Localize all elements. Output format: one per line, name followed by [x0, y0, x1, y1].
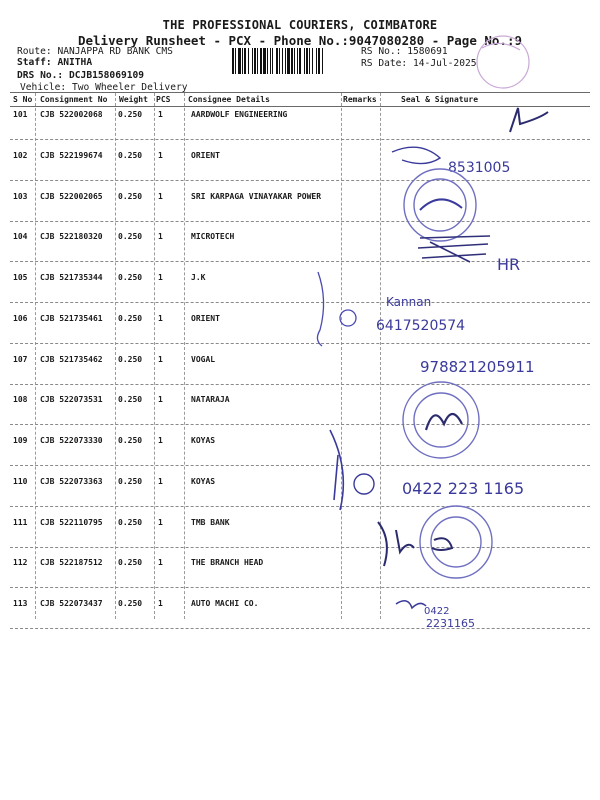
signature-row-102	[392, 147, 440, 163]
row-weight: 0.250	[118, 110, 143, 119]
row-pcs: 1	[158, 232, 163, 242]
bracket-mark-row-109	[330, 430, 343, 510]
row-consignee: NATARAJA	[191, 395, 230, 405]
row-consignment-no: CJB 522110795	[40, 517, 103, 527]
row-consignment-no: CJB 521735462	[40, 354, 103, 364]
row-consignee: ORIENT	[191, 150, 220, 160]
drs-label: DRS No.:	[17, 70, 64, 81]
row-pcs: 1	[158, 558, 163, 568]
route-label: Route:	[17, 46, 52, 57]
row-sno: 109	[13, 436, 28, 445]
row-sno: 111	[13, 517, 28, 527]
row-sno: 102	[13, 150, 28, 160]
row-consignee: ORIENT	[191, 313, 220, 323]
signature-row-101	[510, 108, 548, 132]
handwritten-phone-row-113-line2: 2231165	[426, 617, 475, 630]
handwritten-phone-row-107: 978821205911	[420, 358, 535, 376]
row-consignee: MICROTECH	[191, 232, 235, 242]
row-consignment-no: CJB 522073363	[40, 476, 103, 486]
handwritten-phone-row-106: 6417520574	[376, 318, 466, 334]
row-consignment-no: CJB 522187512	[40, 558, 103, 568]
runsheet-subtitle: Delivery Runsheet - PCX - Phone No.:9047080280 - Page No.:9	[77, 33, 522, 48]
row-consignment-no: CJB 521735461	[40, 313, 103, 323]
faded-stamp-top	[477, 36, 529, 88]
row-weight: 0.250	[118, 191, 143, 201]
row-consignment-no: CJB 522180320	[40, 232, 103, 242]
row-consignee: AUTO MACHI CO.	[191, 599, 259, 608]
row-consignment-no: CJB 522073330	[40, 436, 103, 445]
handwritten-phone-row-102: 8531005	[448, 160, 511, 176]
row-sno: 103	[13, 191, 28, 201]
row-consignee: KOYAS	[191, 436, 216, 445]
row-consignment-no: CJB 522073437	[40, 599, 103, 608]
signature-row-111	[378, 522, 452, 566]
staff-label: Staff:	[17, 57, 52, 68]
drs-value: DCJB158069109	[69, 70, 145, 81]
row-weight: 0.250	[118, 558, 143, 568]
row-pcs: 1	[158, 150, 163, 160]
row-pcs: 1	[158, 191, 163, 201]
col-header-consignee: Consignee Details	[188, 95, 270, 104]
row-weight: 0.250	[118, 395, 143, 405]
col-header-remarks: Remarks	[343, 95, 377, 104]
row-weight: 0.250	[118, 354, 143, 364]
row-sno: 101	[13, 110, 28, 119]
vehicle-label: Vehicle:	[20, 82, 67, 93]
col-header-pcs: PCS	[156, 95, 171, 104]
row-consignee: KOYAS	[191, 476, 216, 486]
row-consignment-no: CJB 522199674	[40, 150, 103, 160]
row-pcs: 1	[158, 110, 163, 119]
company-stamp-row-111	[420, 506, 492, 578]
vehicle-value: Two Wheeler Delivery	[72, 82, 188, 93]
rs-date-label: RS Date:	[361, 58, 408, 69]
row-consignee: SRI KARPAGA VINAYAKAR POWER	[191, 191, 322, 201]
bracket-mark-row-105	[317, 272, 323, 346]
row-weight: 0.250	[118, 273, 143, 282]
row-consignee: VOGAL	[191, 354, 216, 364]
row-consignment-no: CJB 522002065	[40, 191, 103, 201]
row-pcs: 1	[158, 313, 163, 323]
row-sno: 110	[13, 476, 28, 486]
row-pcs: 1	[158, 599, 163, 608]
handwritten-phone-row-113-line1: 0422	[424, 606, 450, 617]
staff-value: ANITHA	[57, 57, 93, 68]
row-consignment-no: CJB 522002068	[40, 110, 103, 119]
signature-row-113	[396, 601, 426, 608]
company-stamp-row-108	[403, 382, 479, 458]
col-header-consignment: Consignment No	[40, 95, 108, 104]
row-sno: 107	[13, 354, 28, 364]
row-weight: 0.250	[118, 232, 143, 242]
handwritten-phone-row-110: 0422 223 1165	[402, 479, 525, 498]
row-consignee: TMB BANK	[191, 517, 230, 527]
row-sno: 105	[13, 273, 28, 282]
row-weight: 0.250	[118, 476, 143, 486]
row-sno: 113	[13, 599, 28, 608]
col-header-seal-signature: Seal & Signature	[401, 95, 479, 104]
row-pcs: 1	[158, 395, 163, 405]
row-consignee: AARDWOLF ENGINEERING	[191, 110, 288, 119]
row-weight: 0.250	[118, 599, 143, 608]
route-value: NANJAPPA RD BANK CMS	[57, 46, 173, 57]
row-consignment-no: CJB 521735344	[40, 273, 103, 282]
company-title: THE PROFESSIONAL COURIERS, COIMBATORE	[162, 18, 438, 32]
circle-mark-row-106	[340, 310, 356, 326]
row-pcs: 1	[158, 436, 163, 445]
rs-no-label: RS No.:	[361, 46, 402, 57]
col-header-weight: Weight	[119, 95, 148, 104]
row-pcs: 1	[158, 273, 163, 282]
rs-date-value: 14-Jul-2025	[413, 58, 477, 69]
row-weight: 0.250	[118, 150, 143, 160]
row-pcs: 1	[158, 476, 163, 486]
row-pcs: 1	[158, 517, 163, 527]
row-weight: 0.250	[118, 517, 143, 527]
row-weight: 0.250	[118, 436, 143, 445]
handwritten-note-row-104: HR	[497, 255, 521, 274]
col-header-sno: S No	[13, 95, 33, 104]
row-consignment-no: CJB 522073531	[40, 395, 103, 405]
row-sno: 112	[13, 558, 28, 568]
row-sno: 106	[13, 313, 28, 323]
row-pcs: 1	[158, 354, 163, 364]
company-stamp-row-103	[404, 169, 476, 241]
circle-mark-row-110	[354, 474, 374, 494]
handwritten-name-row-106: Kannan	[386, 295, 432, 309]
row-weight: 0.250	[118, 313, 143, 323]
row-consignee: J.K	[191, 273, 206, 282]
rs-no-value: 1580691	[407, 46, 448, 57]
row-sno: 104	[13, 232, 28, 242]
row-sno: 108	[13, 395, 28, 405]
row-consignee: THE BRANCH HEAD	[191, 558, 264, 568]
